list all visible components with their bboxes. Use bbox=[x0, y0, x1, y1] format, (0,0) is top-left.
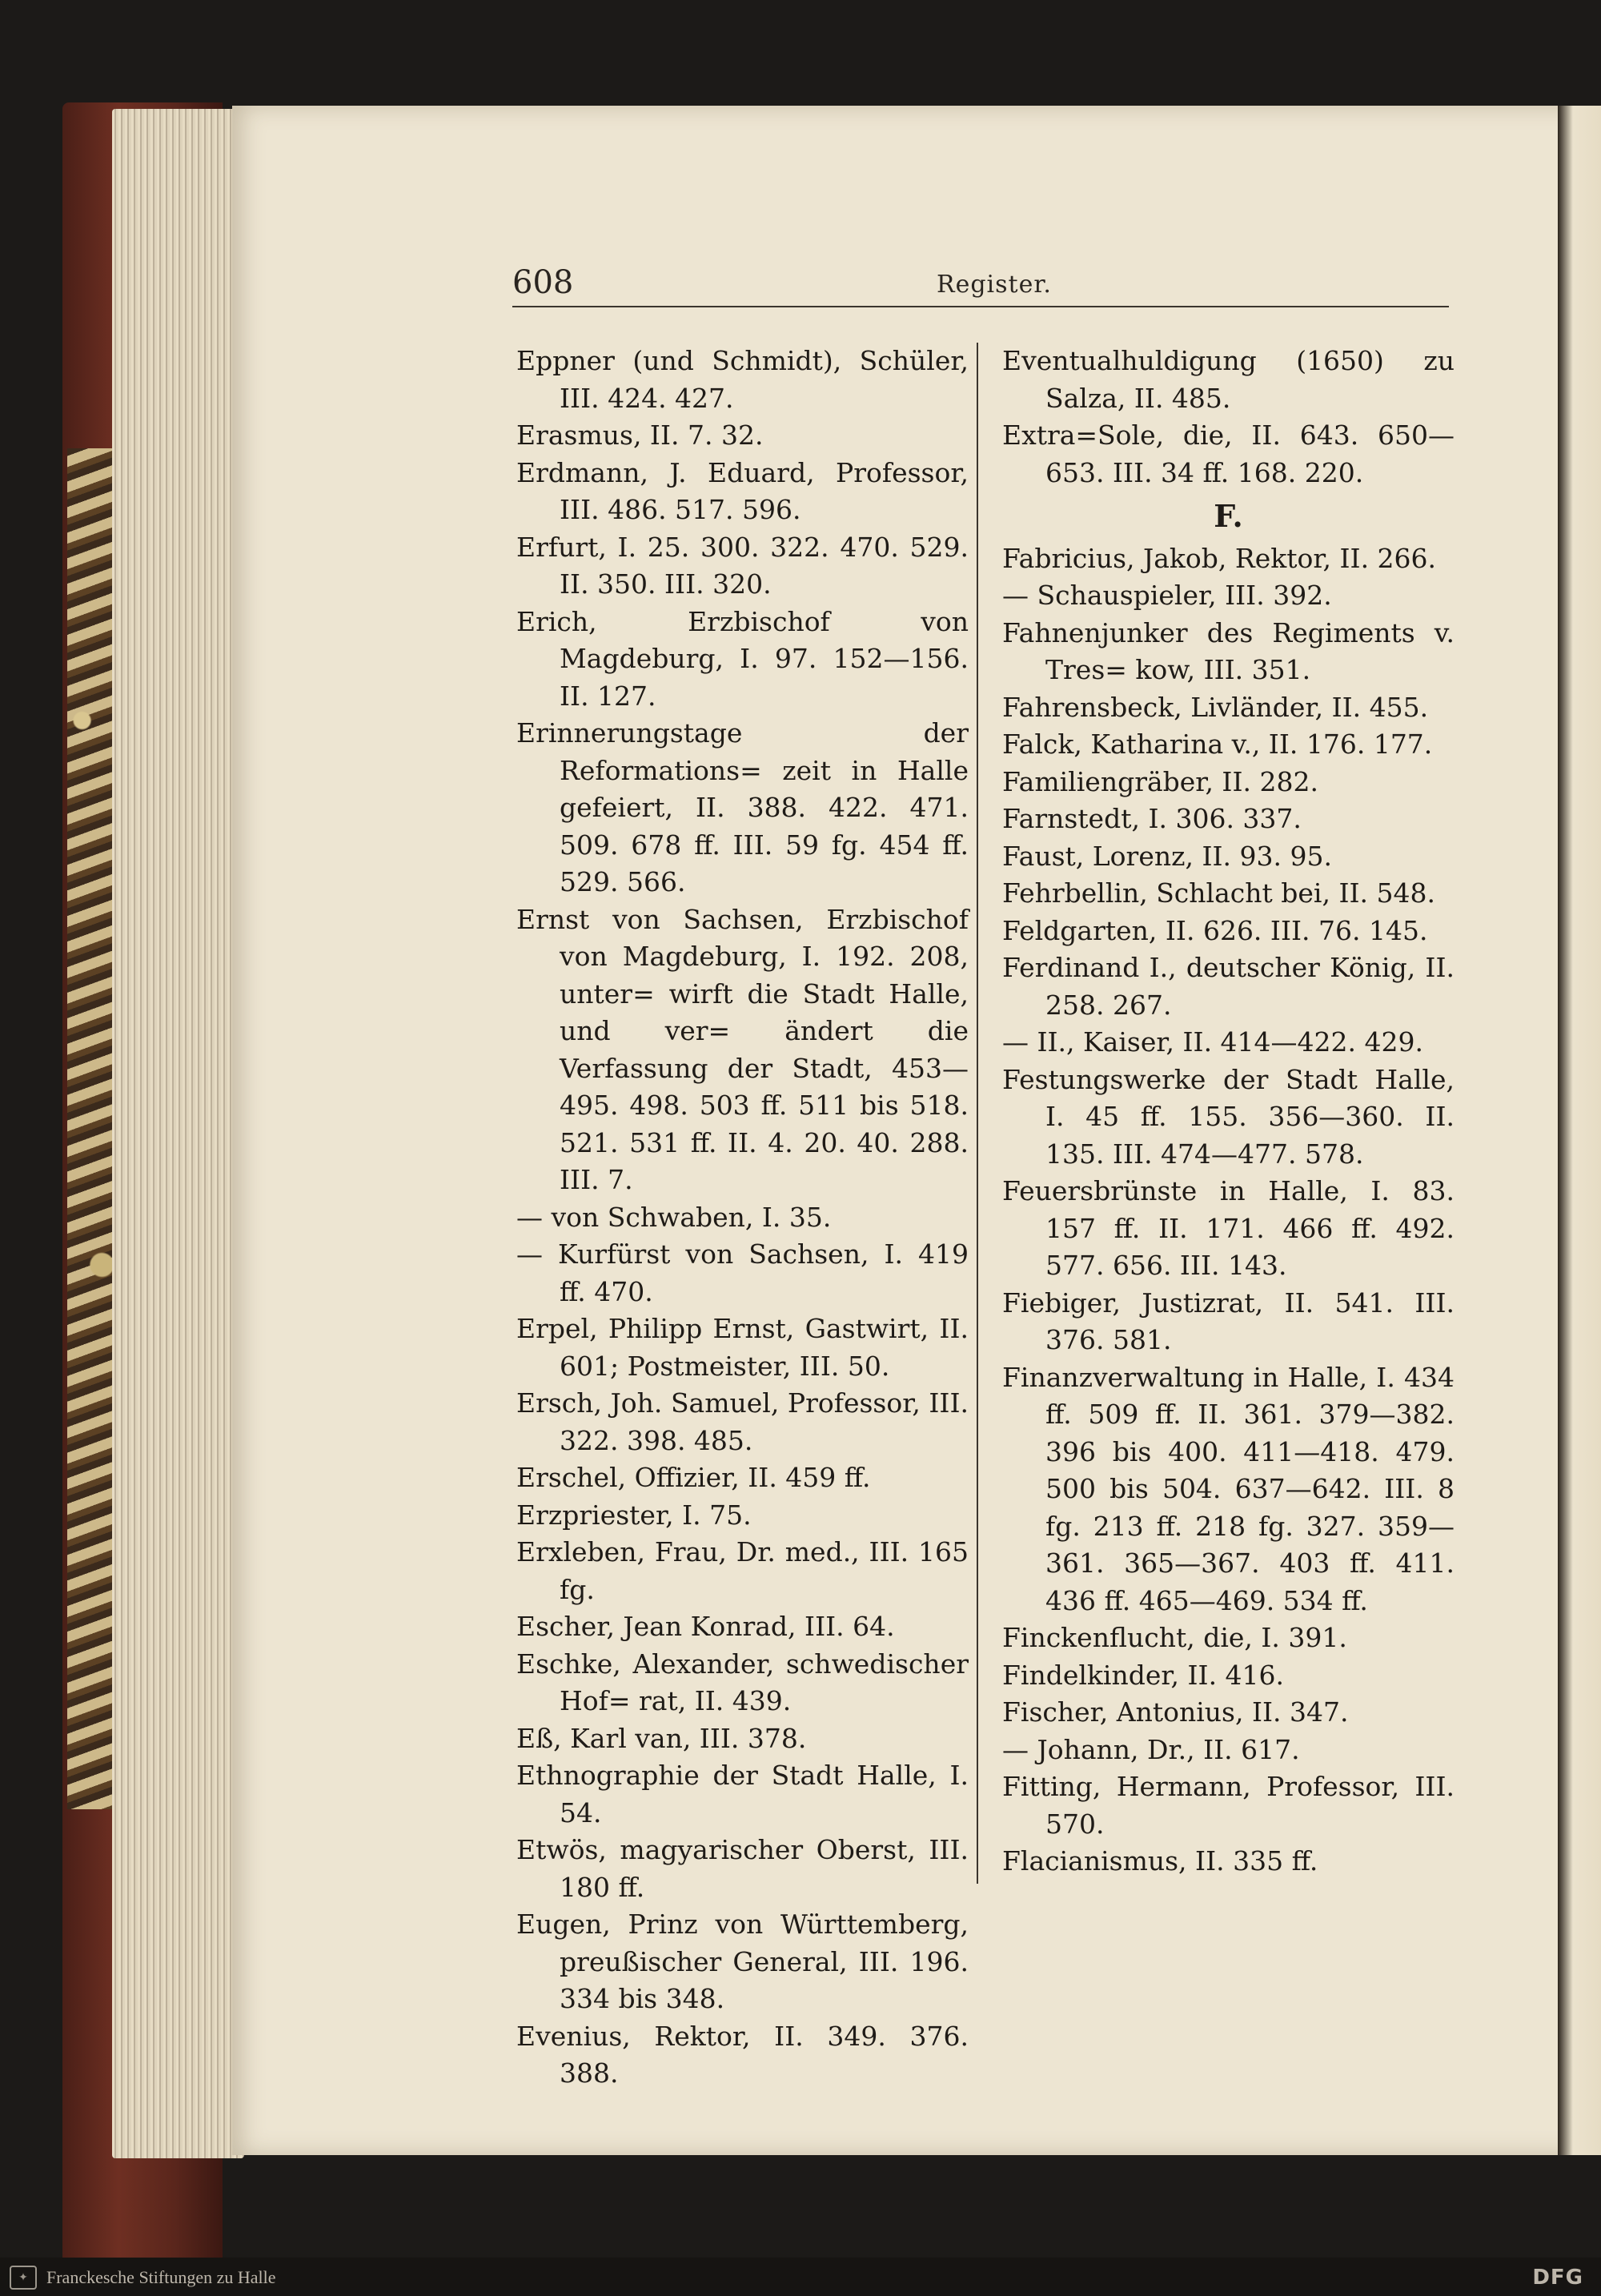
index-entry: Finanzverwaltung in Halle, I. 434 ff. 509 ff. II. 361. 379—382. 396 bis 400. 411—418. 479. 500 bis 504. 637—642. III. 8 fg. 213 ff. 218 fg. 327. 359—361. 365—367. 403 ff. 411. 436 ff. 465—469. 534 ff. bbox=[1002, 1361, 1455, 1616]
index-entry: Eppner (und Schmidt), Schüler, III. 424. 427. bbox=[516, 345, 969, 414]
index-entry: Erich, Erzbischof von Magdeburg, I. 97. 152—156. II. 127. bbox=[516, 605, 969, 712]
index-entry: Festungswerke der Stadt Halle, I. 45 ff. 155. 356—360. II. 135. III. 474—477. 578. bbox=[1002, 1063, 1455, 1170]
index-entry: Fahnenjunker des Regiments v. Tres= kow, III. 351. bbox=[1002, 616, 1455, 685]
index-entry: Findelkinder, II. 416. bbox=[1002, 1659, 1285, 1691]
index-entry: Flacianismus, II. 335 ff. bbox=[1002, 1845, 1318, 1877]
page-header-title: Register. bbox=[937, 271, 1052, 299]
index-entry: Finckenflucht, die, I. 391. bbox=[1002, 1622, 1347, 1653]
index-entry: Erasmus, II. 7. 32. bbox=[516, 419, 764, 451]
index-entry: Familiengräber, II. 282. bbox=[1002, 765, 1318, 797]
index-entry: Fahrensbeck, Livländer, II. 455. bbox=[1002, 691, 1429, 723]
footer-bar bbox=[0, 2258, 1601, 2296]
institution-logo-icon: ✦ bbox=[10, 2266, 37, 2290]
index-entry: — Schauspieler, III. 392. bbox=[1002, 580, 1332, 611]
index-entry: Fehrbellin, Schlacht bei, II. 548. bbox=[1002, 877, 1435, 909]
index-entry: Feuersbrünste in Halle, I. 83. 157 ff. II. 171. 466 ff. 492. 577. 656. III. 143. bbox=[1002, 1175, 1455, 1281]
index-entry: Feldgarten, II. 626. III. 76. 145. bbox=[1002, 914, 1428, 946]
index-column-left bbox=[516, 343, 969, 2093]
footer-institution: Franckesche Stiftungen zu Halle bbox=[46, 2267, 276, 2287]
index-entry: Fiebiger, Justizrat, II. 541. III. 376. 581. bbox=[1002, 1286, 1455, 1355]
header-rule bbox=[512, 306, 1449, 307]
index-entry: Fitting, Hermann, Professor, III. 570. bbox=[1002, 1771, 1455, 1840]
marbled-endpaper bbox=[67, 448, 117, 1809]
index-entry: Eugen, Prinz von Württemberg, preußischer General, III. 196. 334 bis 348. bbox=[516, 1909, 969, 2014]
column-divider bbox=[977, 343, 978, 1884]
index-entry: Faust, Lorenz, II. 93. 95. bbox=[1002, 840, 1332, 872]
section-letter-heading: F. bbox=[1214, 498, 1243, 534]
index-entry: Ethnographie der Stadt Halle, I. 54. bbox=[516, 1760, 969, 1828]
footer-funder-logo: DFG bbox=[1532, 2266, 1583, 2290]
page-number: 608 bbox=[512, 264, 574, 301]
index-entry: — Johann, Dr., II. 617. bbox=[1002, 1733, 1300, 1765]
index-entry: Fabricius, Jakob, Rektor, II. 266. bbox=[1002, 542, 1437, 574]
facing-page-edge bbox=[1558, 106, 1601, 2155]
index-entry: — II., Kaiser, II. 414—422. 429. bbox=[1002, 1026, 1423, 1058]
index-entry: Erxleben, Frau, Dr. med., III. 165 fg. bbox=[516, 1536, 969, 1605]
index-entry: Erschel, Offizier, II. 459 ff. bbox=[516, 1462, 871, 1493]
page-edges bbox=[112, 109, 244, 2158]
index-entry: Eventualhuldigung (1650) zu Salza, II. 485. bbox=[1002, 345, 1455, 414]
index-entry: Ernst von Sachsen, Erzbischof von Magdeburg, I. 192. 208, unter= wirft die Stadt Halle, und ver= ändert die Verfassung der Stadt, 453—495. 498. 503 ff. 511 bis 518. 521. 531 ff. II. 4. 20. 40. 288. III. 7. bbox=[516, 903, 969, 1195]
index-entry: Erzpriester, I. 75. bbox=[516, 1499, 752, 1531]
index-entry: Fischer, Antonius, II. 347. bbox=[1002, 1696, 1349, 1728]
index-entry: Erdmann, J. Eduard, Professor, III. 486. 517. 596. bbox=[516, 456, 969, 525]
index-entry: Ersch, Joh. Samuel, Professor, III. 322. 398. 485. bbox=[516, 1387, 969, 1456]
index-entry: Ferdinand I., deutscher König, II. 258. 267. bbox=[1002, 952, 1455, 1021]
index-entry: Evenius, Rektor, II. 349. 376. 388. bbox=[516, 2020, 969, 2089]
index-entry: Eschke, Alexander, schwedischer Hof= rat, II. 439. bbox=[516, 1648, 969, 1716]
index-column-right bbox=[1002, 343, 1455, 1881]
index-entry: Etwös, magyarischer Oberst, III. 180 ff. bbox=[516, 1834, 969, 1903]
index-entry: Extra=Sole, die, II. 643. 650—653. III. 34 ff. 168. 220. bbox=[1002, 419, 1455, 488]
index-entry: Erpel, Philipp Ernst, Gastwirt, II. 601; Postmeister, III. 50. bbox=[516, 1313, 969, 1382]
index-entry: Farnstedt, I. 306. 337. bbox=[1002, 803, 1302, 834]
index-entry: Erinnerungstage der Reformations= zeit in Halle gefeiert, II. 388. 422. 471. 509. 678 ff. III. 59 fg. 454 ff. 529. 566. bbox=[516, 717, 969, 897]
running-head bbox=[512, 264, 1449, 306]
index-entry: Escher, Jean Konrad, III. 64. bbox=[516, 1611, 895, 1642]
index-entry: Erfurt, I. 25. 300. 322. 470. 529. II. 350. III. 320. bbox=[516, 531, 969, 600]
index-entry: — von Schwaben, I. 35. bbox=[516, 1201, 832, 1233]
index-entry: — Kurfürst von Sachsen, I. 419 ff. 470. bbox=[516, 1238, 969, 1307]
index-entry: Eß, Karl van, III. 378. bbox=[516, 1722, 807, 1754]
index-entry: Falck, Katharina v., II. 176. 177. bbox=[1002, 729, 1433, 760]
